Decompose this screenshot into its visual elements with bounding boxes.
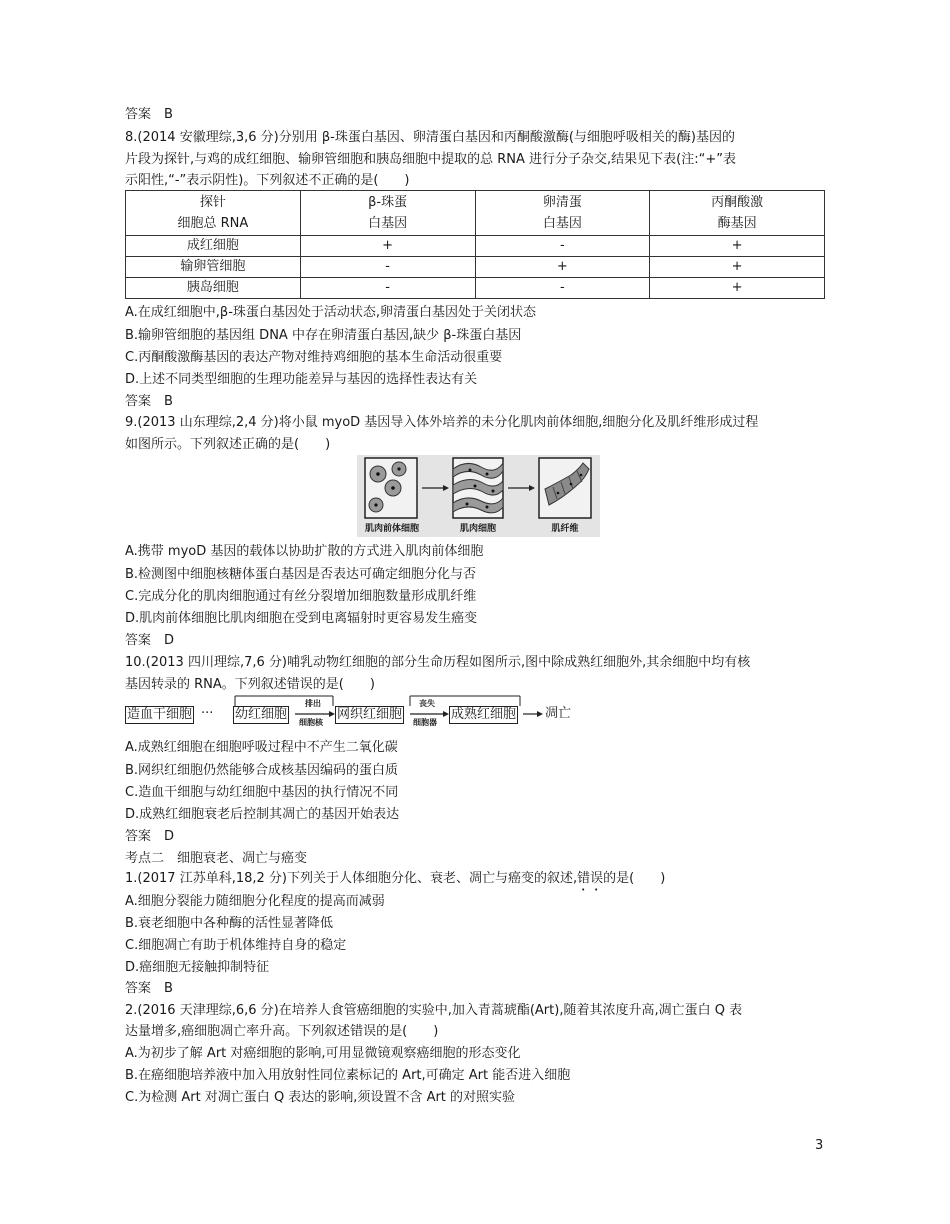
s2-q2-stem-line2: 达量增多,癌细胞凋亡率升高。下列叙述错误的是( ): [125, 1024, 439, 1039]
s2-q2-option-a: A.为初步了解 Art 对癌细胞的影响,可用显微镜观察癌细胞的形态变化: [125, 1046, 521, 1061]
probe-hybridization-table: [125, 190, 825, 299]
step-label-organelles: 细胞器: [413, 718, 437, 727]
q8-stem-line2: 片段为探针,与鸡的成红细胞、输卵管细胞和胰岛细胞中提取的总 RNA 进行分子杂交,结果见下表(注:“+”表: [125, 152, 736, 167]
table-cell: -: [475, 278, 650, 299]
q10-option-a: A.成熟红细胞在细胞呼吸过程中不产生二氧化碳: [125, 740, 398, 755]
answer-q10: 答案 D: [125, 829, 175, 844]
table-row-label: 输卵管细胞: [126, 257, 301, 278]
table-header-pyruvate-kinase: 丙酮酸激 酶基因: [650, 191, 825, 236]
s2-q2-stem-line1: 2.(2016 天津理综,6,6 分)在培养人食管癌细胞的实验中,加入青蒿琥酯(Art),随着其浓度升高,凋亡蛋白 Q 表: [125, 1003, 743, 1018]
table-cell: -: [300, 257, 475, 278]
s2-q2-option-c: C.为检测 Art 对凋亡蛋白 Q 表达的影响,须设置不含 Art 的对照实验: [125, 1090, 516, 1105]
table-header-row: [126, 191, 825, 236]
s2-q1-option-d: D.癌细胞无接触抑制特征: [125, 960, 270, 975]
table-row-label: 胰岛细胞: [126, 278, 301, 299]
table-cell: -: [475, 236, 650, 257]
table-cell: +: [300, 236, 475, 257]
q8-stem-line1: 8.(2014 安徽理综,3,6 分)分别用 β-珠蛋白基因、卵清蛋白基因和丙酮酸激酶(与细胞呼吸相关的酶)基因的: [125, 130, 735, 145]
s2-q1-option-b: B.衰老细胞中各种酶的活性显著降低: [125, 916, 334, 931]
q8-option-d: D.上述不同类型细胞的生理功能差异与基因的选择性表达有关: [125, 372, 478, 387]
q9-option-a: A.携带 myoD 基因的载体以协助扩散的方式进入肌肉前体细胞: [125, 544, 484, 559]
q10-option-b: B.网织红细胞仍然能够合成核基因编码的蛋白质: [125, 763, 399, 778]
q10-option-d: D.成熟红细胞衰老后控制其凋亡的基因开始表达: [125, 807, 400, 822]
muscle-cells-icon: [453, 463, 503, 513]
figure-label-precursor: 肌肉前体细胞: [364, 524, 419, 534]
s2-q1-stem: [125, 870, 665, 894]
q8-stem-line3: 示阳性,“-”表示阴性)。下列叙述不正确的是( ): [125, 173, 410, 188]
table-cell: -: [300, 278, 475, 299]
q9-stem-line2: 如图所示。下列叙述正确的是( ): [125, 437, 331, 452]
s2-q2-option-b: B.在癌细胞培养液中加入用放射性同位素标记的 Art,可确定 Art 能否进入细胞: [125, 1068, 571, 1083]
step-label-lose: 丧失: [419, 699, 435, 708]
q9-option-d: D.肌肉前体细胞比肌肉细胞在受到电离辐射时更容易发生癌变: [125, 611, 478, 626]
q8-option-b: B.输卵管细胞的基因组 DNA 中存在卵清蛋白基因,缺少 β-珠蛋白基因: [125, 328, 522, 343]
step-label-eject: 排出: [305, 699, 321, 708]
s2-q1-emphasis: 错误: [577, 871, 604, 886]
answer-q7: 答案 B: [125, 107, 173, 122]
table-cell: +: [650, 236, 825, 257]
step-label-nucleus: 细胞核: [299, 718, 323, 727]
q10-stem-line1: 10.(2013 四川理综,7,6 分)哺乳动物红细胞的部分生命历程如图所示,图中除成熟红细胞外,其余细胞中均有核: [125, 655, 751, 670]
q9-stem-line1: 9.(2013 山东理综,2,4 分)将小鼠 myoD 基因导入体外培养的未分化肌肉前体细胞,细胞分化及肌纤维形成过程: [125, 415, 759, 430]
table-cell: +: [650, 278, 825, 299]
table-cell: +: [475, 257, 650, 278]
q10-stem-line2: 基因转录的 RNA。下列叙述错误的是( ): [125, 677, 375, 692]
answer-q8: 答案 B: [125, 394, 173, 409]
figure-label-muscle-cell: 肌肉细胞: [459, 524, 496, 534]
stage-proerythroblast: 幼红细胞: [235, 707, 288, 722]
red-blood-cell-lifecycle-diagram: [125, 693, 605, 733]
q9-option-c: C.完成分化的肌肉细胞通过有丝分裂增加细胞数量形成肌纤维: [125, 589, 477, 604]
section-heading-2: 考点二 细胞衰老、凋亡与癌变: [125, 851, 308, 866]
stage-hematopoietic-stem-cell: 造血干细胞: [127, 707, 193, 722]
table-row-label: 成红细胞: [126, 236, 301, 257]
answer-s2-q1: 答案 B: [125, 981, 173, 996]
s2-q1-option-a: A.细胞分裂能力随细胞分化程度的提高而减弱: [125, 894, 385, 909]
table-cell: +: [650, 257, 825, 278]
s2-q1-stem-pre: 1.(2017 江苏单科,18,2 分)下列关于人体细胞分化、衰老、凋亡与癌变的叙述,: [125, 871, 578, 886]
page-number: 3: [815, 1138, 824, 1153]
q8-option-c: C.丙酮酸激酶基因的表达产物对维持鸡细胞的基本生命活动很重要: [125, 350, 503, 365]
flow-ellipsis: ···: [201, 706, 214, 721]
muscle-differentiation-figure: [357, 455, 600, 537]
stage-mature-erythrocyte: 成熟红细胞: [451, 707, 517, 722]
table-row: [126, 257, 825, 278]
table-row: [126, 278, 825, 299]
s2-q1-option-c: C.细胞凋亡有助于机体维持自身的稳定: [125, 938, 347, 953]
answer-q9: 答案 D: [125, 633, 175, 648]
q9-option-b: B.检测图中细胞核糖体蛋白基因是否表达可确定细胞分化与否: [125, 567, 477, 582]
q10-option-c: C.造血干细胞与幼红细胞中基因的执行情况不同: [125, 785, 399, 800]
stage-reticulocyte: 网织红细胞: [337, 707, 403, 722]
stage-apoptosis: 凋亡: [545, 706, 572, 721]
table-header-beta-globin: β-珠蛋 白基因: [300, 191, 475, 236]
q8-option-a: A.在成红细胞中,β-珠蛋白基因处于活动状态,卵清蛋白基因处于关闭状态: [125, 305, 537, 320]
figure-label-fiber: 肌纤维: [551, 524, 579, 534]
table-header-ovalbumin: 卵清蛋 白基因: [475, 191, 650, 236]
table-row: [126, 236, 825, 257]
table-header-probe-rna: 探针 细胞总 RNA: [126, 191, 301, 236]
s2-q1-stem-post: 的是( ): [603, 871, 666, 886]
